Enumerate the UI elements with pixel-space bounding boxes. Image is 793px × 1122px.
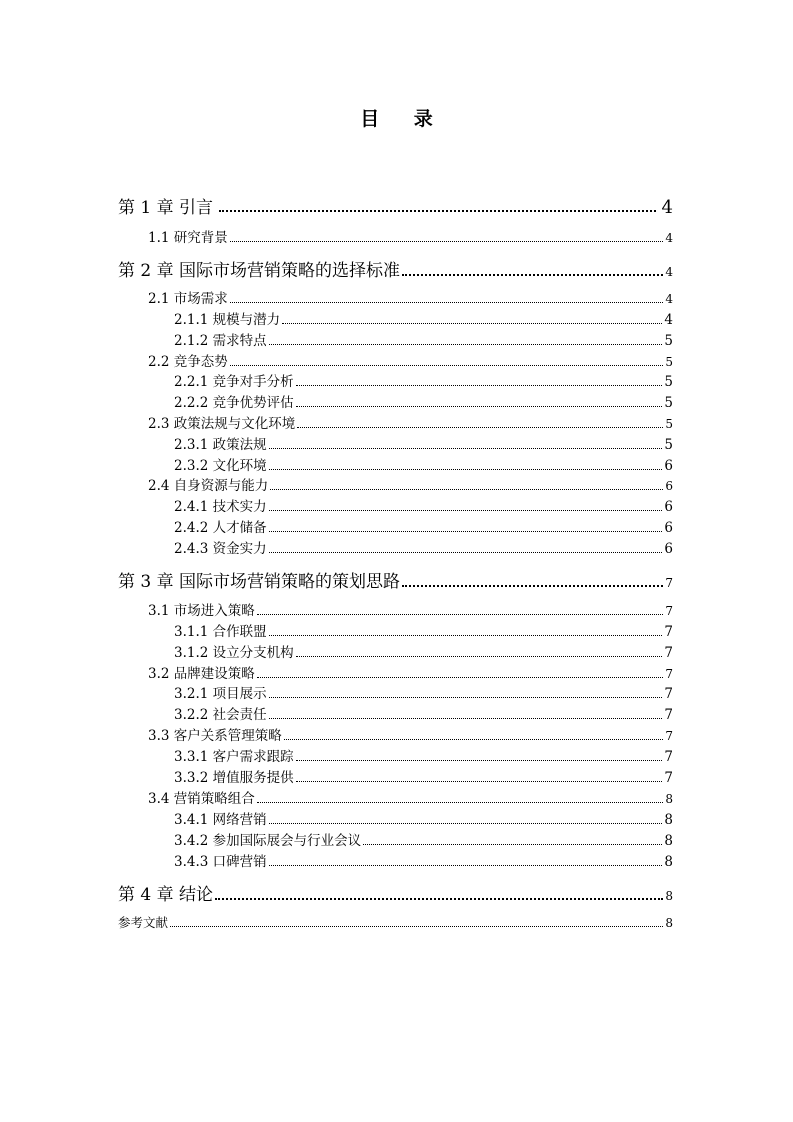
toc-entry-label: 2.3.1 政策法规: [174, 437, 267, 453]
toc-entry[interactable]: [118, 567, 673, 592]
toc-entry-page-number: 5: [665, 355, 673, 369]
toc-entry-page-number: 7: [664, 770, 673, 786]
toc-entry-label: 2.4.2 人才储备: [174, 520, 267, 536]
toc-dot-leader: [257, 677, 664, 678]
toc-entry[interactable]: [118, 329, 673, 349]
toc-dot-leader: [230, 365, 664, 366]
toc-entry-page-number: 8: [665, 792, 673, 806]
toc-entry[interactable]: [118, 724, 673, 744]
toc-entry-label: 2.2 竞争态势: [148, 354, 228, 370]
toc-entry-page-number: 7: [665, 667, 673, 681]
toc-entry-label: 2.4 自身资源与能力: [148, 478, 269, 494]
toc-dot-leader: [257, 802, 664, 803]
toc-entry[interactable]: [118, 308, 673, 328]
toc-entry-label: 第 4 章 结论: [118, 885, 214, 905]
toc-dot-leader: [269, 510, 663, 511]
toc-entry-page-number: 4: [664, 312, 673, 328]
toc-dot-leader: [230, 241, 664, 242]
toc-entry-label: 3.1 市场进入策略: [148, 603, 255, 619]
toc-entry-page-number: 8: [665, 889, 673, 903]
toc-entry[interactable]: [118, 193, 673, 218]
toc-entry[interactable]: [118, 495, 673, 515]
toc-dot-leader: [230, 302, 664, 303]
toc-entry-page-number: 4: [665, 231, 673, 245]
toc-entry[interactable]: [118, 703, 673, 723]
toc-entry[interactable]: [118, 745, 673, 765]
toc-entry-page-number: 5: [664, 374, 673, 390]
toc-dot-leader: [219, 210, 656, 212]
toc-entry-label: 第 1 章 引言: [118, 198, 214, 218]
toc-entry[interactable]: [118, 370, 673, 390]
toc-entry-page-number: 5: [664, 333, 673, 349]
toc-entry-page-number: 6: [665, 479, 673, 493]
toc-dot-leader: [402, 585, 663, 587]
toc-entry-label: 3.2.1 项目展示: [174, 686, 267, 702]
toc-entry-label: 2.1.1 规模与潜力: [174, 312, 281, 328]
toc-entry-page-number: 8: [664, 854, 673, 870]
toc-dot-leader: [269, 448, 663, 449]
toc-entry[interactable]: [118, 808, 673, 828]
toc-entry-label: 3.1.1 合作联盟: [174, 624, 267, 640]
toc-entry-label: 3.2.2 社会责任: [174, 707, 267, 723]
toc-entry-page-number: 7: [664, 624, 673, 640]
toc-entry-label: 2.1 市场需求: [148, 291, 228, 307]
toc-entry-page-number: 8: [664, 833, 673, 849]
toc-dot-leader: [215, 898, 663, 900]
toc-entry-label: 3.4.3 口碑营销: [174, 854, 267, 870]
toc-entry-page-number: 4: [661, 197, 673, 218]
toc-entry-page-number: 8: [664, 812, 673, 828]
toc-entry[interactable]: [118, 537, 673, 557]
toc-dot-leader: [269, 552, 663, 553]
toc-entry-page-number: 7: [665, 576, 673, 590]
toc-entry-label: 3.4.1 网络营销: [174, 812, 267, 828]
toc-entry[interactable]: [118, 454, 673, 474]
toc-entry[interactable]: [118, 641, 673, 661]
toc-entry-label: 3.3.2 增值服务提供: [174, 770, 294, 786]
toc-entry-page-number: 7: [664, 749, 673, 765]
toc-entry[interactable]: [118, 391, 673, 411]
toc-dot-leader: [296, 406, 663, 407]
toc-entry[interactable]: [118, 850, 673, 870]
toc-entry-page-number: 6: [664, 499, 673, 515]
toc-entry-label: 2.3.2 文化环境: [174, 458, 267, 474]
toc-entry-label: 2.4.1 技术实力: [174, 499, 267, 515]
toc-entry-page-number: 6: [664, 458, 673, 474]
toc-entry[interactable]: [118, 599, 673, 619]
toc-entry-label: 3.1.2 设立分支机构: [174, 645, 294, 661]
toc-dot-leader: [269, 865, 663, 866]
toc-entry-label: 第 3 章 国际市场营销策略的策划思路: [118, 572, 401, 592]
toc-dot-leader: [269, 344, 663, 345]
toc-entry[interactable]: [118, 433, 673, 453]
toc-dot-leader: [269, 635, 663, 636]
toc-title: 目 录: [360, 108, 447, 130]
toc-entry[interactable]: [118, 287, 673, 307]
toc-entry-label: 1.1 研究背景: [148, 230, 228, 246]
toc-entry[interactable]: [118, 829, 673, 849]
toc-entry[interactable]: [118, 516, 673, 536]
toc-dot-leader: [296, 760, 663, 761]
toc-entry-page-number: 6: [664, 541, 673, 557]
toc-entry-page-number: 5: [665, 417, 673, 431]
toc-entry-label: 3.2 品牌建设策略: [148, 666, 255, 682]
toc-entry-label: 2.2.2 竞争优势评估: [174, 395, 294, 411]
toc-entry-page-number: 7: [664, 645, 673, 661]
toc-dot-leader: [270, 489, 663, 490]
toc-entry-label: 3.4.2 参加国际展会与行业会议: [174, 833, 362, 849]
toc-dot-leader: [284, 739, 664, 740]
toc-entry-label: 3.3.1 客户需求跟踪: [174, 749, 294, 765]
toc-dot-leader: [269, 469, 663, 470]
toc-entry-label: 3.4 营销策略组合: [148, 791, 255, 807]
toc-dot-leader: [363, 844, 662, 845]
toc-entry[interactable]: [118, 256, 673, 281]
toc-entry-page-number: 5: [664, 395, 673, 411]
toc-entry[interactable]: [118, 682, 673, 702]
toc-dot-leader: [257, 614, 664, 615]
toc-entry-label: 2.1.2 需求特点: [174, 333, 267, 349]
toc-entry-label: 第 2 章 国际市场营销策略的选择标准: [118, 261, 401, 281]
toc-entry[interactable]: [118, 350, 673, 370]
toc-dot-leader: [269, 531, 663, 532]
toc-entry-label: 2.4.3 资金实力: [174, 541, 267, 557]
toc-entry-page-number: 4: [665, 292, 673, 306]
toc-dot-leader: [296, 385, 663, 386]
toc-entry[interactable]: [118, 766, 673, 786]
toc-entry-label: 参考文献: [118, 915, 169, 930]
toc-entry[interactable]: [118, 662, 673, 682]
toc-dot-leader: [269, 823, 663, 824]
toc-entry[interactable]: [118, 913, 673, 931]
toc-dot-leader: [402, 274, 663, 276]
toc-entry-page-number: 7: [665, 604, 673, 618]
toc-entry-label: 3.3 客户关系管理策略: [148, 728, 282, 744]
toc-dot-leader: [269, 718, 663, 719]
toc-entry-page-number: 7: [664, 707, 673, 723]
toc-entry-page-number: 6: [664, 520, 673, 536]
toc-entry-page-number: 8: [665, 916, 673, 930]
toc-entry[interactable]: [118, 880, 673, 905]
toc-entry-label: 2.3 政策法规与文化环境: [148, 416, 296, 432]
toc-entry-page-number: 7: [664, 686, 673, 702]
toc-entry-page-number: 4: [665, 265, 673, 279]
toc-entry[interactable]: [118, 412, 673, 432]
toc-entry-page-number: 5: [664, 437, 673, 453]
toc-dot-leader: [282, 323, 662, 324]
toc-entry-page-number: 7: [665, 729, 673, 743]
toc-dot-leader: [269, 697, 663, 698]
toc-entry[interactable]: [118, 620, 673, 640]
toc-dot-leader: [296, 781, 663, 782]
toc-dot-leader: [170, 926, 663, 927]
toc-entry[interactable]: [118, 787, 673, 807]
toc-dot-leader: [297, 427, 663, 428]
toc-entry[interactable]: [118, 226, 673, 246]
toc-dot-leader: [296, 656, 663, 657]
toc-entry-label: 2.2.1 竞争对手分析: [174, 374, 294, 390]
toc-entry[interactable]: [118, 474, 673, 494]
